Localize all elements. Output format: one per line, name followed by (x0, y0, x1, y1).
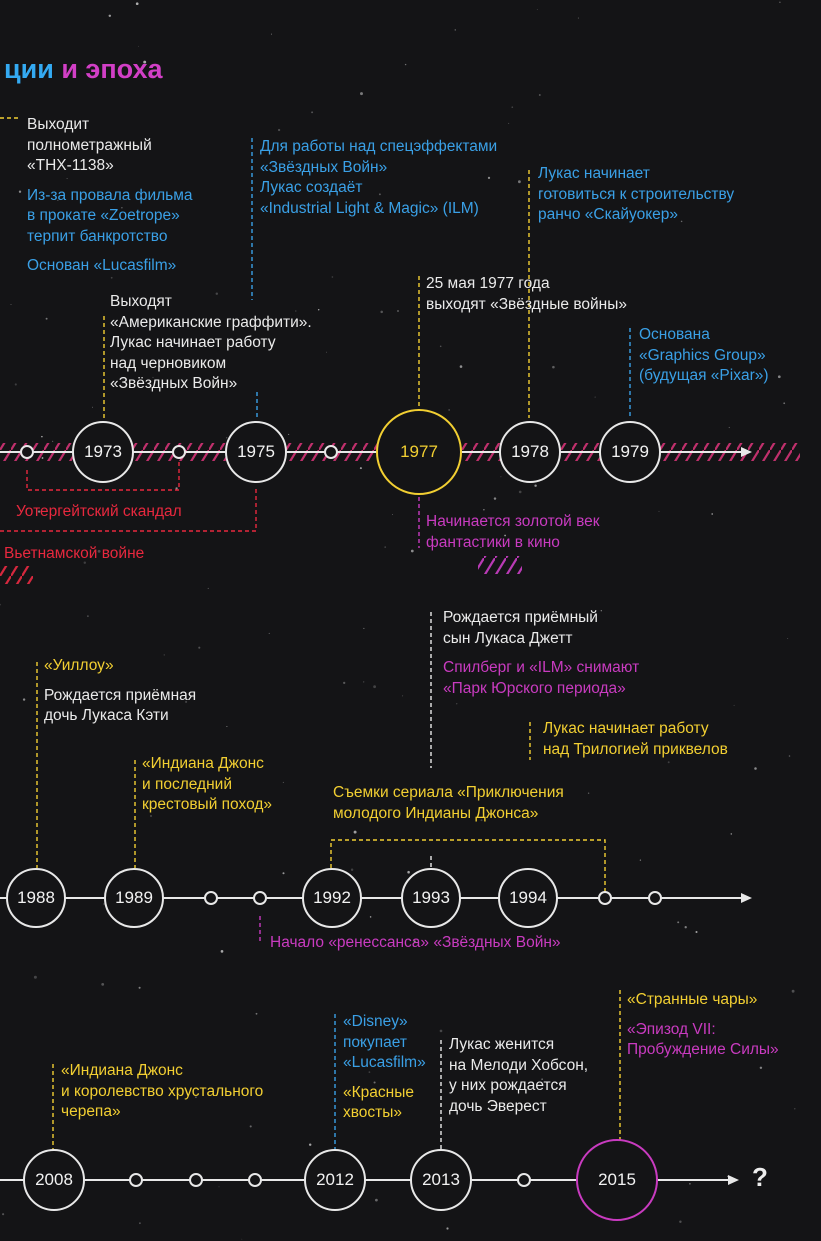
event-skywalker-ranch: Лукас начинает готовиться к строительству ранчо «Скайуокер» (538, 165, 735, 223)
year-label-2013: 2013 (422, 1170, 460, 1189)
year-label-1993: 1993 (412, 888, 450, 907)
year-label-1977: 1977 (400, 442, 438, 461)
event-american-graffiti: Выходят «Американские граффити». Лукас начинает работу над черновиком «Звёздных Войн» (110, 293, 312, 392)
timeline-3-arrow (728, 1175, 739, 1185)
year-label-1992: 1992 (313, 888, 351, 907)
event-renaissance: Начало «ренессанса» «Звёздных Войн» (270, 934, 561, 951)
year-label-1973: 1973 (84, 442, 122, 461)
year-label-1975: 1975 (237, 442, 275, 461)
year-label-1979: 1979 (611, 442, 649, 461)
year-label-2008: 2008 (35, 1170, 73, 1189)
event-prequel-trilogy: Лукас начинает работу над Трилогией приквелов (543, 720, 728, 758)
year-label-1978: 1978 (511, 442, 549, 461)
event-young-indiana: Съемки сериала «Приключения молодого Индианы Джонса» (333, 784, 564, 822)
event-hobson-wedding: Лукас женится на Мелоди Хобсон, у них рождается дочь Эверест (449, 1036, 589, 1115)
event-1993-group: Рождается приёмный сын Лукаса Джетт Спилберг и «ILM» снимают «Парк Юрского периода» (443, 609, 640, 697)
event-graphics-group: Основана «Graphics Group» (будущая «Pixar») (639, 326, 769, 384)
timeline-2-arrow (741, 893, 752, 903)
event-2015-group: «Странные чары» «Эпизод VII: Пробуждение Силы» (627, 991, 779, 1058)
year-label-1994: 1994 (509, 888, 547, 907)
year-label-2015: 2015 (598, 1170, 636, 1189)
event-strange-magic: «Странные чары» (627, 991, 758, 1008)
event-lucasfilm-founded: Основан «Lucasfilm» (27, 257, 177, 274)
title-part-1: ции (4, 54, 54, 84)
year-label-1988: 1988 (17, 888, 55, 907)
event-vietnam-war: Вьетнамской войне (4, 545, 145, 562)
year-label-2012: 2012 (316, 1170, 354, 1189)
year-label-1989: 1989 (115, 888, 153, 907)
title-part-2: и эпоха (61, 54, 163, 84)
event-crystal-skull: «Индиана Джонс и королевство хрустального черепа» (61, 1062, 264, 1120)
page-title (4, 52, 162, 86)
event-watergate: Уотергейтский скандал (16, 503, 182, 520)
event-last-crusade: «Индиана Джонс и последний крестовый поход» (142, 755, 273, 813)
event-golden-age: Начинается золотой век фантастики в кино (426, 513, 600, 551)
event-star-wars-release: 25 мая 1977 года выходят «Звёздные войны» (426, 275, 628, 313)
event-ilm-founded: Для работы над спецэффектами «Звёздных Войн» Лукас создаёт «Industrial Light & Magic» (ILM) (260, 138, 498, 217)
event-1971-group: Выходит полнометражный «THX-1138» Из-за провала фильма в прокате «Zoetrope» терпит банкротство Основан «Lucasfilm» (27, 115, 193, 277)
event-willow: «Уиллоу» (44, 657, 114, 674)
future-question-mark: ? (752, 1162, 768, 1192)
event-2012-group: «Disney» покупает «Lucasfilm» «Красные хвосты» (343, 1013, 426, 1121)
event-1988-group: «Уиллоу» Рождается приёмная дочь Лукаса Кэти (44, 657, 197, 724)
